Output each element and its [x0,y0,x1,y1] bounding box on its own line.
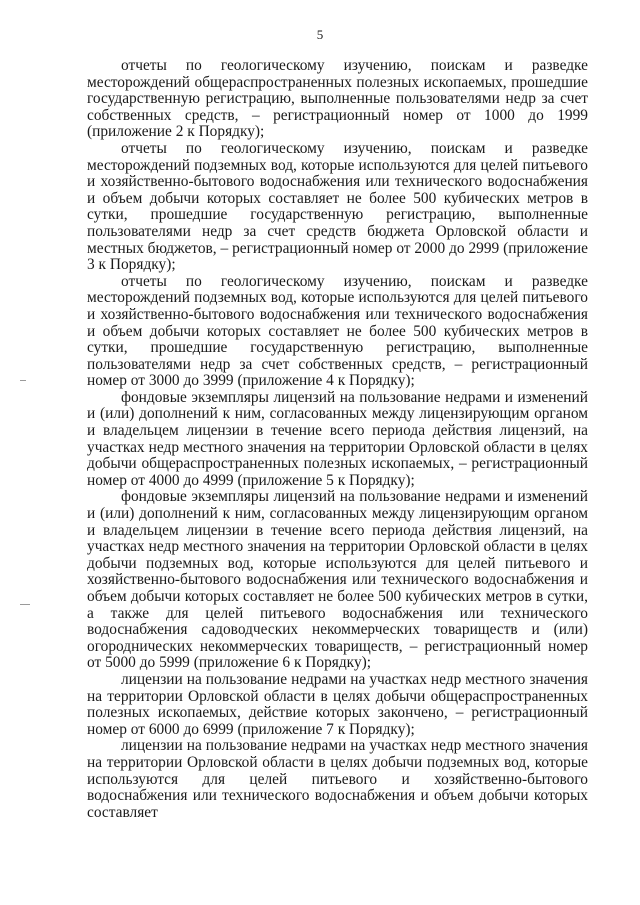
paragraph-fund-copies-groundwater: фондовые экземпляры лицензий на пользование недрами и изменений и (или) дополнений к ним, согласованных между лицензирующим органом и владельцем лицензии в течение всего периода действия лицензий, на участках недр местного значения на территории Орловской области в целях добычи подземных вод, которые используются для целей питьевого и хозяйственно-бытового водоснабжения или технического водоснабжения и объем добычи которых составляет не более 500 кубических метров в сутки, а также для целей питьевого водоснабжения или технического водоснабжения садоводческих некоммерческих товариществ и (или) огороднических некоммерческих товариществ, – регистрационный номер от 5000 до 5999 (приложение 6 к Порядку); [87,488,588,672]
document-body [87,58,588,821]
scan-artifact-mark [20,380,26,381]
paragraph-expired-licenses-common-minerals: лицензии на пользование недрами на участках недр местного значения на территории Орловской области в целях добычи общераспространенных полезных ископаемых, действие которых закончено, – регистрационный номер от 6000 до 6999 (приложение 7 к Порядку); [87,670,588,738]
paragraph-licenses-groundwater: лицензии на пользование недрами на участках недр местного значения на территории Орловской области в целях добычи подземных вод, которые используются для целей питьевого и хозяйственно-бытового водоснабжения или технического водоснабжения и объем добычи которых составляет [87,737,588,821]
paragraph-reports-groundwater-budget-funds: отчеты по геологическому изучению, поискам и разведке месторождений подземных вод, которые используются для целей питьевого и хозяйственно-бытового водоснабжения или технического водоснабжения и объем добычи которых составляет не более 500 кубических метров в сутки, прошедшие государственную регистрацию, выполненные пользователями недр за счет средств бюджета Орловской области и местных бюджетов, – регистрационный номер от 2000 до 2999 (приложение 3 к Порядку); [87,139,588,274]
scan-artifact-mark [20,604,30,605]
paragraph-reports-groundwater-own-funds: отчеты по геологическому изучению, поискам и разведке месторождений подземных вод, которые используются для целей питьевого и хозяйственно-бытового водоснабжения или технического водоснабжения и объем добычи которых составляет не более 500 кубических метров в сутки, прошедшие государственную регистрацию, выполненные пользователями недр за счет собственных средств, – регистрационный номер от 3000 до 3999 (приложение 4 к Порядку); [87,272,588,390]
paragraph-fund-copies-common-minerals: фондовые экземпляры лицензий на пользование недрами и изменений и (или) дополнений к ним, согласованных между лицензирующим органом и владельцем лицензии в течение всего периода действия лицензий, на участках недр местного значения на территории Орловской области в целях добычи общераспространенных полезных ископаемых, – регистрационный номер от 4000 до 4999 (приложение 5 к Порядку); [87,388,588,489]
page-number: 5 [316,27,324,42]
paragraph-reports-common-minerals-own-funds: отчеты по геологическому изучению, поискам и разведке месторождений общераспространенных полезных ископаемых, прошедшие государственную регистрацию, выполненные пользователями недр за счет собственных средств, – регистрационный номер от 1000 до 1999 (приложение 2 к Порядку); [87,57,588,141]
